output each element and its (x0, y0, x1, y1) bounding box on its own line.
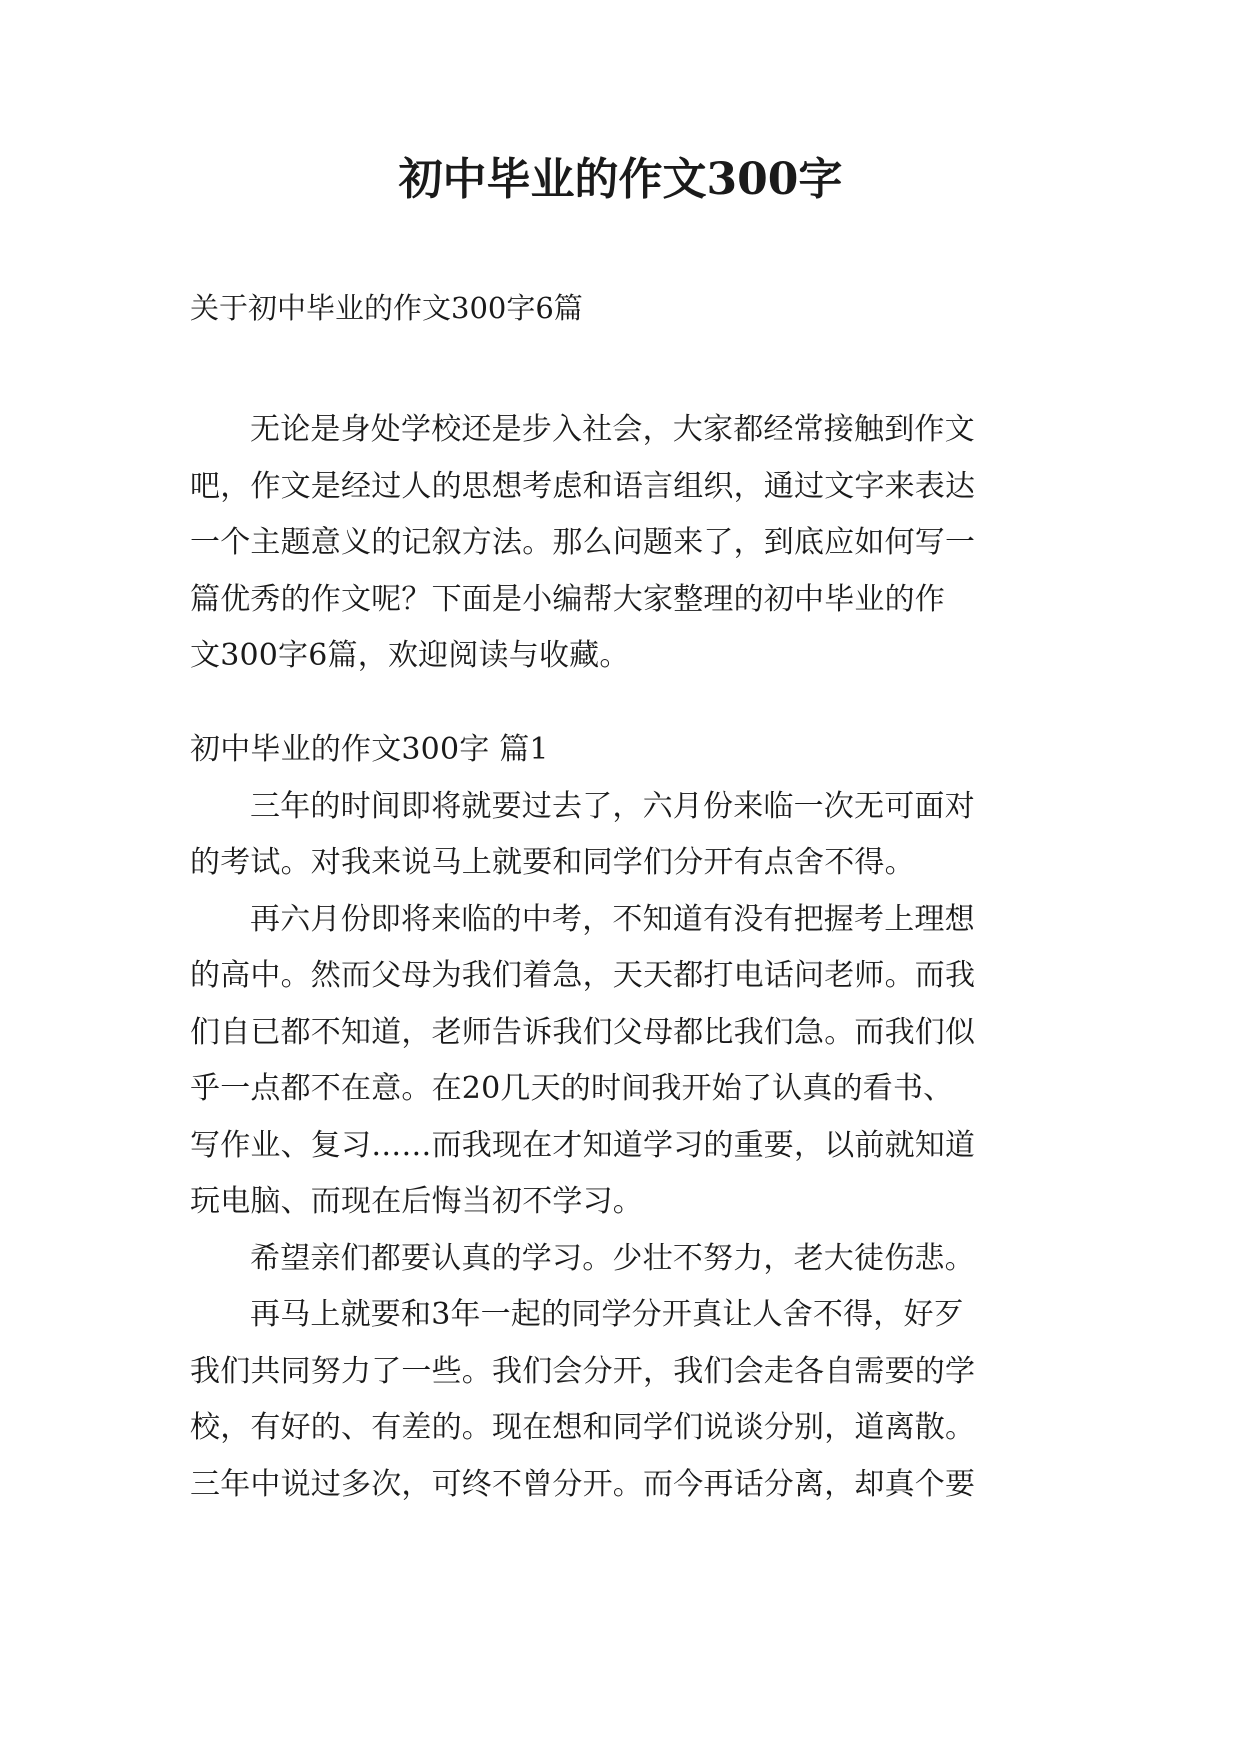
document-subtitle: 关于初中毕业的作文300字6篇 (190, 291, 583, 325)
intro-block (190, 402, 1070, 685)
body-paragraph: 再六月份即将来临的中考，不知道有没有把握考上理想 的高中。然而父母为我们着急，天天都打电话问老师。而我 们自已都不知道，老师告诉我们父母都比我们急。而我们似 乎一点都不在意。在20几天的时间我开始了认真的看书、 写作业、复习……而我现在才知道学习的重要，以前就知道 玩电脑、而现在后悔当初不学习。 (190, 901, 976, 1219)
body-paragraph: 希望亲们都要认真的学习。少壮不努力，老大徒伤悲。 (250, 1240, 975, 1276)
section-heading: 初中毕业的作文300字 篇1 (190, 732, 549, 767)
intro-paragraph: 无论是身处学校还是步入社会，大家都经常接触到作文 吧，作文是经过人的思想考虑和语言组织，通过文字来表达 一个主题意义的记叙方法。那么问题来了，到底应如何写一 篇优秀的作文呢？下面是小编帮大家整理的初中毕业的作 文300字6篇，欢迎阅读与收藏。 (190, 412, 976, 673)
section-1 (190, 722, 1070, 1513)
body-paragraph: 再马上就要和3年一起的同学分开真让人舍不得，好歹 我们共同努力了一些。我们会分开，我们会走各自需要的学 校，有好的、有差的。现在想和同学们说谈分别，道离散。 三年中说过多次，可终不曾分开。而今再话分离，却真个要 (190, 1297, 976, 1502)
body-paragraph: 三年的时间即将就要过去了，六月份来临一次无可面对 的考试。对我来说马上就要和同学们分开有点舍不得。 (190, 788, 975, 880)
page-title: 初中毕业的作文300字 (398, 154, 843, 205)
